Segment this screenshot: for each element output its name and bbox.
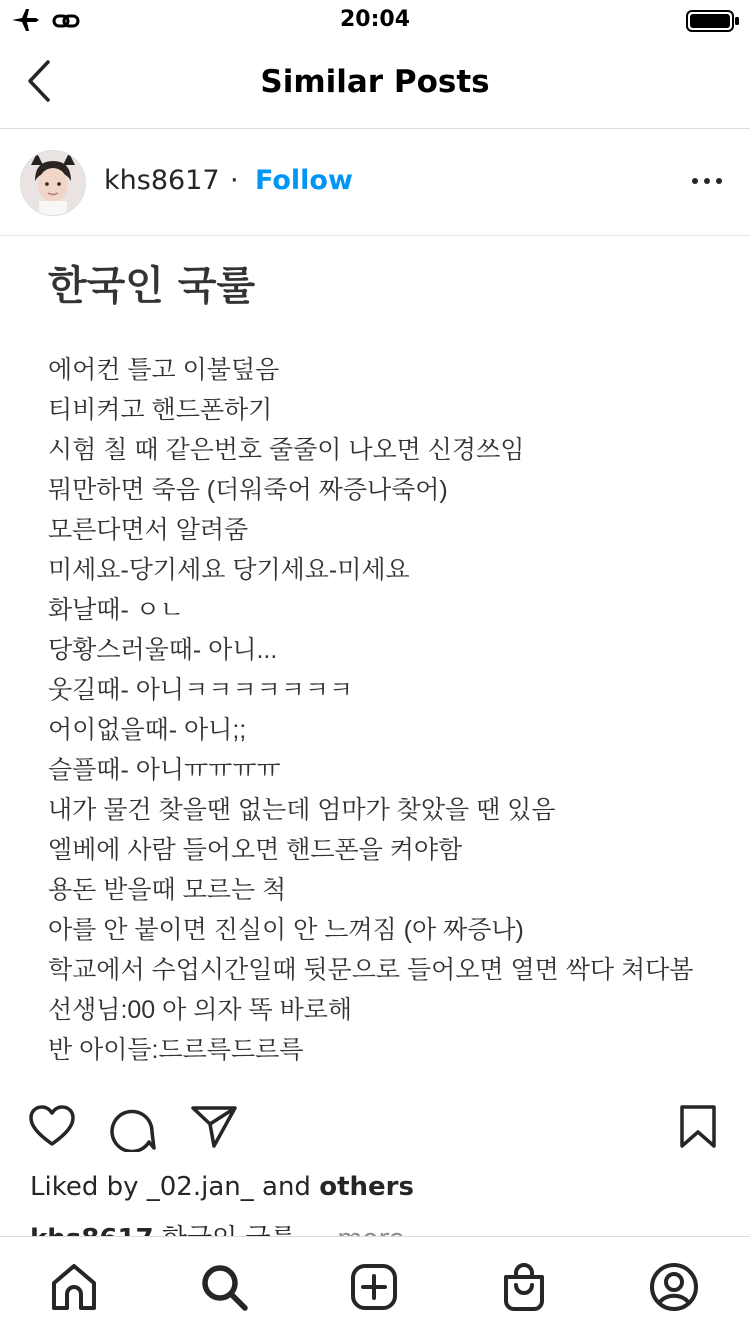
likes-user-link[interactable]: _02.jan_ bbox=[146, 1172, 254, 1202]
post-headline: 한국인 국룰 bbox=[48, 263, 256, 309]
more-options-icon[interactable] bbox=[690, 169, 724, 193]
post-text-line: 엘베에 사람 들어오면 핸드폰을 켜야함 bbox=[48, 836, 463, 864]
likes-and: and bbox=[253, 1172, 320, 1202]
post-header bbox=[0, 129, 750, 236]
status-bar bbox=[0, 0, 750, 40]
home-icon[interactable] bbox=[48, 1261, 100, 1313]
post-action-bar bbox=[0, 1096, 750, 1160]
avatar-image bbox=[21, 151, 85, 215]
shop-icon[interactable] bbox=[498, 1261, 550, 1313]
avatar[interactable] bbox=[20, 150, 86, 216]
post-text-line: 모른다면서 알려줌 bbox=[48, 516, 249, 544]
post-text-line: 티비켜고 핸드폰하기 bbox=[48, 396, 273, 424]
comment-icon[interactable] bbox=[108, 1104, 156, 1152]
share-icon[interactable] bbox=[190, 1104, 238, 1150]
bottom-tab-bar bbox=[0, 1236, 750, 1335]
post-image[interactable] bbox=[0, 236, 750, 1086]
post-text-line: 웃길때- 아니ㅋㅋㅋㅋㅋㅋㅋ bbox=[48, 676, 354, 704]
post-text-line: 화날때- ㅇㄴ bbox=[48, 596, 185, 624]
post-text-line: 용돈 받을때 모르는 척 bbox=[48, 876, 287, 904]
heart-icon[interactable] bbox=[28, 1104, 76, 1148]
post-text-line: 에어컨 틀고 이불덮음 bbox=[48, 356, 280, 384]
likes-summary[interactable] bbox=[30, 1172, 414, 1202]
bookmark-icon[interactable] bbox=[678, 1104, 718, 1150]
dot-separator: · bbox=[230, 165, 239, 196]
profile-icon[interactable] bbox=[648, 1261, 700, 1313]
status-time: 20:04 bbox=[339, 7, 411, 32]
post-text-line: 내가 물건 찾을땐 없는데 엄마가 찾았을 땐 있음 bbox=[48, 796, 556, 824]
post-text-line: 뭐만하면 죽음 (더워죽어 짜증나죽어) bbox=[48, 476, 448, 504]
nav-bar bbox=[0, 40, 750, 129]
create-icon[interactable] bbox=[348, 1261, 400, 1313]
search-icon[interactable] bbox=[198, 1261, 250, 1313]
post-text-line: 학교에서 수업시간일때 뒷문으로 들어오면 열면 싹다 쳐다봄 bbox=[48, 956, 694, 984]
post-text-line: 어이없을때- 아니;; bbox=[48, 716, 247, 744]
likes-others-link[interactable]: others bbox=[319, 1172, 414, 1202]
post-text-line: 선생님:00 아 의자 똑 바로해 bbox=[48, 996, 353, 1024]
likes-prefix: Liked by bbox=[30, 1172, 147, 1202]
post-text-line: 당황스러울때- 아니... bbox=[48, 636, 278, 664]
post-text-line: 반 아이들:드르륵드르륵 bbox=[48, 1036, 304, 1064]
follow-button[interactable]: Follow bbox=[255, 165, 353, 196]
username-link[interactable]: khs8617 bbox=[104, 165, 220, 196]
page-title: Similar Posts bbox=[260, 64, 490, 100]
post-text-line: 시험 칠 때 같은번호 줄줄이 나오면 신경쓰임 bbox=[48, 436, 525, 464]
post-text-line: 슬플때- 아니ㅠㅠㅠㅠ bbox=[48, 756, 281, 784]
post-text-line: 미세요-당기세요 당기세요-미세요 bbox=[48, 556, 410, 584]
battery-icon bbox=[686, 10, 740, 32]
post-text-line: 아를 안 붙이면 진실이 안 느껴짐 (아 짜증나) bbox=[48, 916, 524, 944]
